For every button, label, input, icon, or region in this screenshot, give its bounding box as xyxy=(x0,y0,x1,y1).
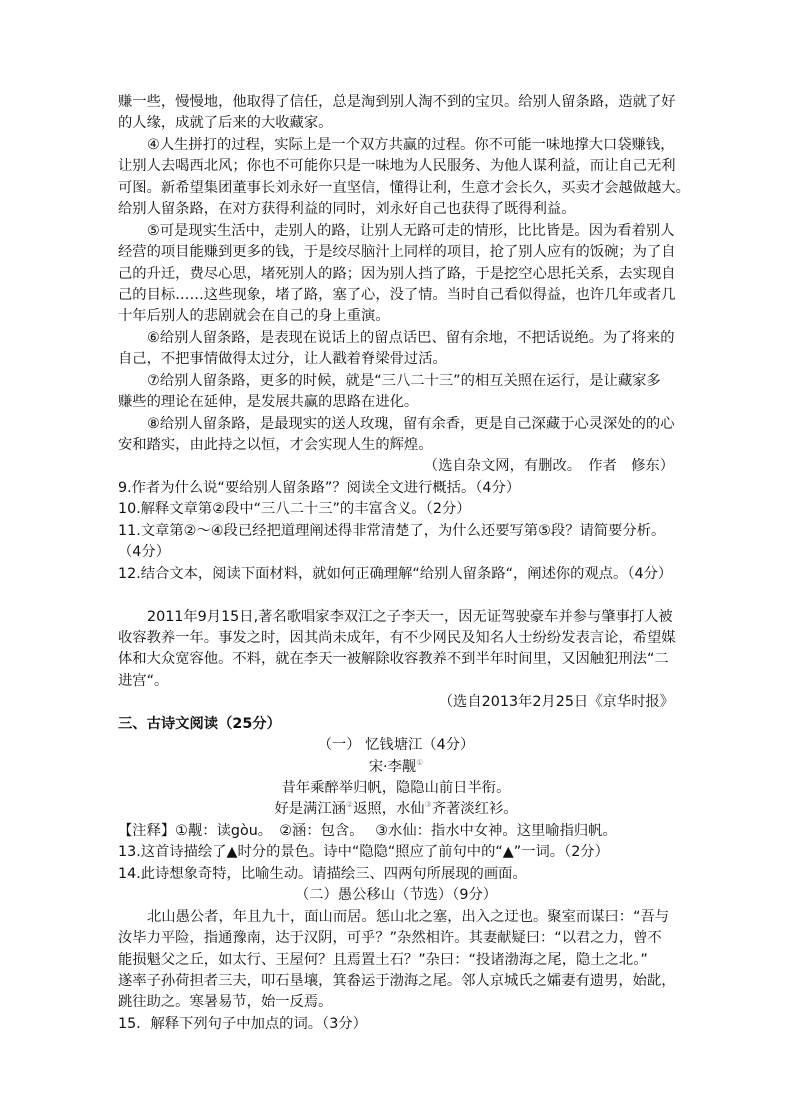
document-page xyxy=(118,92,690,1035)
prose-line: 跳往助之。寒暑易节，始一反焉。 xyxy=(118,994,333,1011)
essay-paragraph-6: ⑥给别人留条路，是表现在说话上的留点话巴、留有余地，不把话说绝。为了将来的 xyxy=(147,329,675,346)
essay-paragraph-4: ④人生拼打的过程，实际上是一个双方共赢的过程。你不可能一味地撑大口袋赚钱， xyxy=(147,136,675,153)
prose-line: 能损魁父之丘，如太行、王屋何？且焉置土石？”杂曰：“投诸渤海之尾，隐土之北。” xyxy=(118,951,648,968)
essay-line: 的人缘，成就了后来的大收藏家。 xyxy=(118,115,333,132)
essay-body xyxy=(118,92,690,478)
prose-line: 北山愚公者，年且九十，面山而居。惩山北之塞，出入之迂也。聚室而谋曰：“吾与 xyxy=(147,908,670,925)
question-13: 13.这首诗描绘了▲时分的景色。诗中“隐隐“照应了前句中的“▲”一词。（2分） xyxy=(118,844,609,861)
essay-line: 可图。新希望集团董事长刘永好一直坚信，懂得让利，生意才会长久，买卖才会越做越大。 xyxy=(118,179,690,196)
question-11: 11.文章第②～④段已经把道理阐述得非常清楚了，为什么还要写第⑤段？请简要分析。 xyxy=(118,522,666,539)
footnote-marker: ① xyxy=(416,757,424,767)
question-14: 14.此诗想象奇特，比喻生动。请描绘三、四两句所展现的画面。 xyxy=(118,865,527,882)
essay-paragraph-8: ⑧给别人留条路，是最现实的送人玫瑰，留有余香，更是自己深藏于心灵深处的的心 xyxy=(147,415,675,432)
section-heading: 三、古诗文阅读（25分） xyxy=(118,715,281,732)
poem-author: 宋·李觏 xyxy=(368,758,417,775)
poem-title: （一） 忆钱塘江（4分） xyxy=(317,737,475,754)
material-line: 收容教养一年。事发之时，因其尚未成年，有不少网民及知名人士纷纷发表言论，希望媒 xyxy=(118,629,676,646)
question-12: 12.结合文本，阅读下面材料，就如何正确理解“给别人留条路“，阐述你的观点。（4分） xyxy=(118,565,673,582)
essay-line: 自己，不把事情做得太过分，让人戳着脊梁骨过活。 xyxy=(118,351,447,368)
poem-author-line xyxy=(118,757,674,778)
prose-line: 遂率子孙荷担者三夫，叩石垦壤，箕畚运于渤海之尾。邻人京城氏之孀妻有遗男，始龀， xyxy=(118,972,676,989)
material-line: 进宫“。 xyxy=(118,672,169,689)
question-11-score: （4分） xyxy=(118,544,170,561)
essay-line: 经营的项目能赚到更多的钱，于是绞尽脑汁上同样的项目，抢了别人应有的饭碗；为了自 xyxy=(118,244,676,261)
poem-line-2 xyxy=(118,799,674,820)
essay-source: （选自杂文网，有删改。 作者 修东） xyxy=(423,458,674,475)
footnote-marker: ② xyxy=(345,800,354,810)
essay-line: 让别人去喝西北风；你也不可能你只是一味地为人民服务、为他人谋利益，而让自己无利 xyxy=(118,158,676,175)
essay-line: 己的目标……这些现象，堵了路，塞了心，没了情。当时自己看似得益，也许几年或者几 xyxy=(118,286,676,303)
essay-line: 十年后别人的悲剧就会在自己的身上重演。 xyxy=(118,308,390,325)
poem-notes: 【注释】①觏：读gòu。 ②涵：包含。 ③水仙：指水中女神。这里喻指归帆。 xyxy=(118,822,617,839)
essay-line: 己的升迁，费尽心思，堵死别人的路；因为别人挡了路，于是挖空心思托关系，去实现自 xyxy=(118,265,676,282)
essay-paragraph-7: ⑦给别人留条路，更多的时候，就是“三八二十三”的相互关照在运行，是让藏家多 xyxy=(147,372,661,389)
poem-text: 齐著淡红衫。 xyxy=(431,801,518,818)
essay-line: 安和踏实，由此持之以恒，才会实现人生的辉煌。 xyxy=(118,437,433,453)
poem-text: 好是满江涵 xyxy=(274,801,346,818)
prose-title: （二）愚公移山（节选）（9分） xyxy=(294,887,498,904)
material-line: 2011年9月15日,著名歌唱家李双江之子李天一，因无证驾驶豪车并参与肇事打人被 xyxy=(147,608,673,625)
section-3 xyxy=(118,714,674,1036)
prose-line: 汝毕力平险，指通豫南，达于汉阴，可乎？”杂然相许。其妻献疑曰：“以君之力，曾不 xyxy=(118,930,662,947)
essay-paragraph-5: ⑤可是现实生活中，走别人的路，让别人无路可走的情形，比比皆是。因为看着别人 xyxy=(147,222,675,239)
essay-line: 赚些的理论在延伸，是发展共赢的思路在进化。 xyxy=(118,394,419,411)
question-15: 15．解释下列句子中加点的词。（3分） xyxy=(118,1015,367,1032)
poem-text: 返照，水仙 xyxy=(353,801,425,818)
spacer xyxy=(118,585,674,606)
poem-line-1: 昔年乘醉举归帆，隐隐山前日半衔。 xyxy=(281,780,511,796)
questions-9-12 xyxy=(118,478,674,585)
material-source: （选自2013年2月25日《京华时报》 xyxy=(438,694,674,711)
essay-line: 给别人留条路，在对方获得利益的同时，刘永好自己也获得了既得利益。 xyxy=(118,201,576,218)
question-10: 10.解释文章第②段中“三八二十三”的丰富含义。（2分） xyxy=(118,501,471,518)
material-line: 体和大众宽容他。不料，就在李天一被解除收容教养不到半年时间里，又因触犯刑法“二 xyxy=(118,651,669,668)
essay-line: 赚一些，慢慢地，他取得了信任，总是淘到别人淘不到的宝贝。给别人留条路，造就了好 xyxy=(118,94,676,110)
material-passage xyxy=(118,607,674,714)
footnote-marker: ③ xyxy=(424,800,432,810)
question-9: 9.作者为什么说“要给别人留条路”？阅读全文进行概括。（4分） xyxy=(118,479,521,496)
